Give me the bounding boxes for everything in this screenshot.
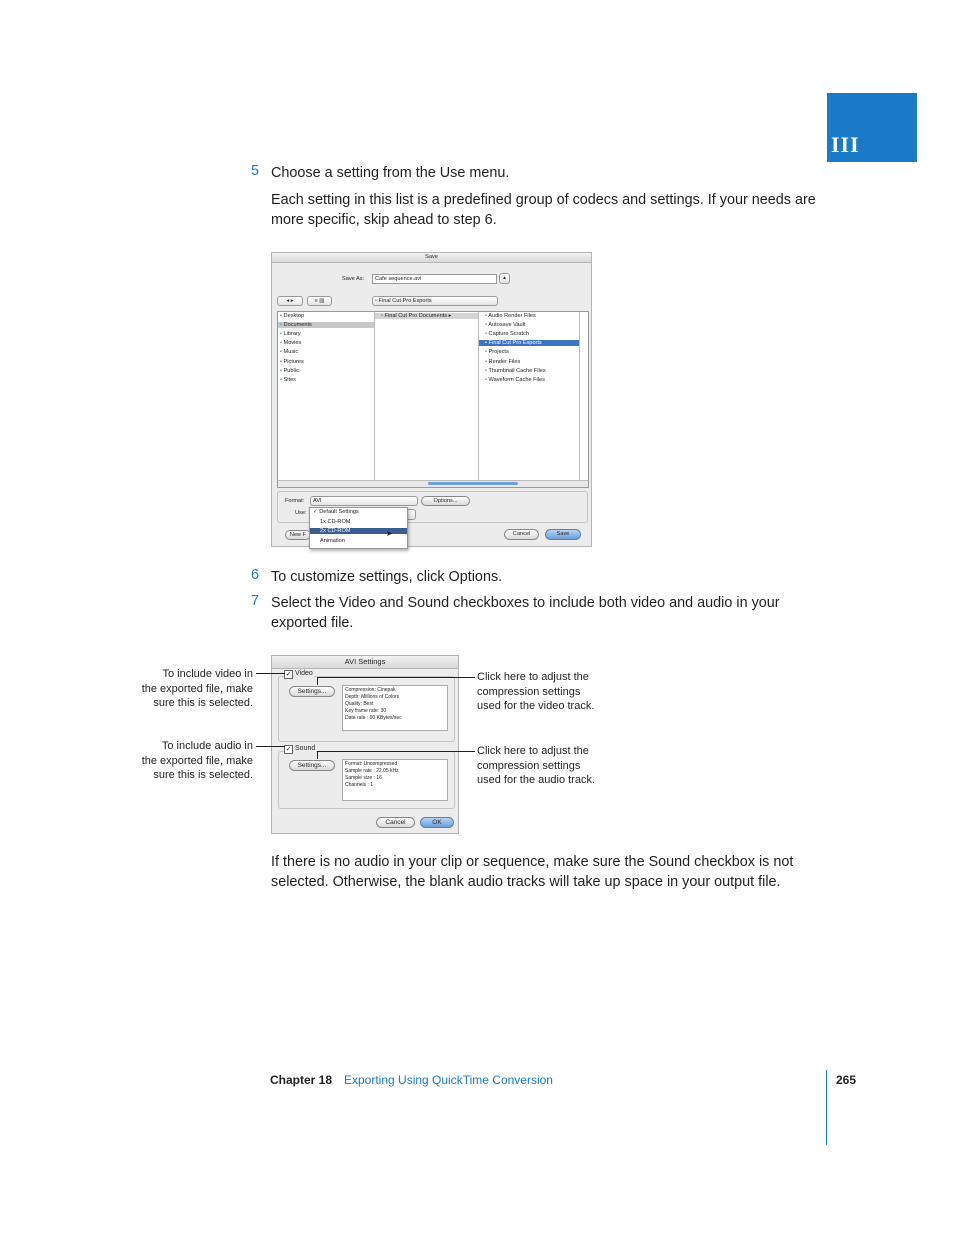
browser-item-c3-5[interactable]: ▪ Render Files <box>485 359 521 365</box>
new-folder-button[interactable]: New F <box>285 530 311 540</box>
sound-settings-button[interactable]: Settings... <box>289 760 335 771</box>
back-forward-buttons[interactable]: ◂ ▸ <box>277 296 303 306</box>
browser-item-c3-0[interactable]: ▪ Audio Render Files <box>485 313 536 319</box>
browser-column-1 <box>278 312 375 480</box>
part-tab <box>827 93 917 162</box>
video-info-line: Quality: Best <box>345 701 374 707</box>
sound-info-line: Channels : 1 <box>345 782 374 788</box>
location-popup[interactable] <box>372 296 498 306</box>
sound-info-line: Format: Uncompressed <box>345 761 398 767</box>
sound-info-line: Sample rate : 22.05 kHz <box>345 768 399 774</box>
callout-audio-left <box>120 739 253 783</box>
scroll-thumb[interactable] <box>428 482 518 485</box>
folder-icon: ▪ <box>485 368 487 374</box>
footer-chapter-title[interactable]: Exporting Using QuickTime Conversion <box>344 1073 553 1087</box>
folder-icon: ▪ <box>485 331 487 337</box>
callout-line-text: the exported file, make <box>141 754 253 767</box>
browser-item-7[interactable]: ▪ Sites <box>280 377 296 383</box>
video-info-line: Depth: Millions of Colors <box>345 694 400 700</box>
browser-item-1[interactable]: ▪ Documents <box>278 322 374 328</box>
step-7-text: Select the Video and Sound checkboxes to include both video and audio in your exported file. <box>271 595 780 631</box>
location-value: Final Cut Pro Exports <box>378 298 432 304</box>
format-label: Format: <box>285 498 305 504</box>
browser-item-fcp-documents[interactable]: ▪ Final Cut Pro Documents ▸ <box>375 313 478 319</box>
avi-dialog-title: AVI Settings <box>272 656 458 669</box>
folder-icon: ▪ <box>280 349 282 355</box>
folder-icon: ▪ <box>280 313 282 319</box>
browser-item-4[interactable]: ▪ Music <box>280 349 299 355</box>
folder-icon: ▪ <box>485 349 487 355</box>
page-number: 265 <box>836 1073 857 1087</box>
cursor-icon: ➤ <box>386 529 393 538</box>
video-checkbox[interactable]: ✓ <box>285 671 292 678</box>
sound-checkbox[interactable]: ✓ <box>285 746 292 753</box>
sound-info-box <box>342 759 448 801</box>
options-button[interactable]: Options... <box>421 496 470 506</box>
callout-audio-right <box>477 744 617 788</box>
callout-tick-sound-settings <box>317 751 318 759</box>
format-popup[interactable]: AVI <box>310 496 418 506</box>
callout-video-right <box>477 670 617 714</box>
checkmark-icon: ✓ <box>313 509 318 515</box>
sound-label: Sound <box>295 745 316 752</box>
folder-icon: ▪ <box>381 313 383 319</box>
use-menu-item-1x[interactable]: 1x CD-ROM <box>320 519 351 525</box>
callout-line-sound-settings <box>317 751 475 752</box>
use-menu-item-default[interactable]: ✓ Default Settings <box>313 509 359 515</box>
video-info-line: Key frame rate: 30 <box>345 708 387 714</box>
browser-item-c3-2[interactable]: ▪ Capture Scratch <box>485 331 529 337</box>
browser-item-c3-6[interactable]: ▪ Thumbnail Cache Files <box>485 368 546 374</box>
avi-settings-dialog <box>271 655 459 834</box>
callout-line-sound-checkbox <box>256 746 285 747</box>
horizontal-scrollbar[interactable] <box>278 480 588 487</box>
save-as-label: Save As: <box>342 276 365 282</box>
browser-item-c3-1[interactable]: ▪ Autosave Vault <box>485 322 526 328</box>
folder-icon: ▪ <box>485 322 487 328</box>
file-browser <box>277 311 589 488</box>
save-button[interactable]: Save <box>545 529 581 540</box>
folder-icon: ▪ <box>280 331 282 337</box>
folder-icon: ▪ <box>375 298 377 304</box>
avi-ok-button[interactable]: OK <box>420 817 454 828</box>
use-menu <box>309 507 408 549</box>
callout-line-text: To include audio in <box>161 740 253 752</box>
avi-cancel-button[interactable]: Cancel <box>376 817 415 828</box>
part-tab-label: III <box>831 132 860 157</box>
folder-icon: ▪ <box>280 340 282 346</box>
step-6-text: To customize settings, click Options. <box>271 569 503 585</box>
expand-button[interactable]: ▴ <box>499 273 510 284</box>
callout-line-text: To include video in <box>162 668 253 680</box>
browser-item-2[interactable]: ▪ Library <box>280 331 301 337</box>
folder-icon: ▪ <box>485 377 487 383</box>
browser-item-c3-7[interactable]: ▪ Waveform Cache Files <box>485 377 545 383</box>
view-toggle[interactable]: ≡ ▥ <box>307 296 332 306</box>
callout-line-text: sure this is selected. <box>153 769 253 782</box>
browser-item-c3-3[interactable]: ▪ Final Cut Pro Exports <box>479 340 579 346</box>
callout-line-text: Click here to adjust the <box>477 745 589 757</box>
browser-item-6[interactable]: ▪ Public <box>280 368 299 374</box>
callout-line-text: compression settings <box>477 759 581 772</box>
callout-video-left <box>120 667 253 711</box>
step-5-paragraph: Each setting in this list is a predefined group of codecs and settings. If your needs are more specific, skip ahead to step 6. <box>271 192 816 228</box>
folder-icon: ▪ <box>280 359 282 365</box>
footer-chapter: Chapter 18 <box>270 1073 333 1087</box>
step-6-number: 6 <box>251 567 260 583</box>
callout-line-text: compression settings <box>477 685 581 698</box>
callout-line-text: Click here to adjust the <box>477 671 589 683</box>
browser-column-2 <box>375 312 479 480</box>
save-cancel-button[interactable]: Cancel <box>504 529 539 540</box>
callout-line-text: used for the audio track. <box>477 774 596 787</box>
step-7-number: 7 <box>251 593 260 609</box>
video-info-line: Compression: Cinepak <box>345 687 396 693</box>
folder-icon: ▪ <box>485 340 487 346</box>
folder-icon: ▪ <box>485 359 487 365</box>
closing-paragraph: If there is no audio in your clip or sequence, make sure the Sound checkbox is not selected. Otherwise, the blank audio tracks will take up space in your output file. <box>271 854 794 890</box>
video-info-line: Data rate : 90 KBytes/sec <box>345 715 402 721</box>
save-dialog-title: Save <box>272 253 591 263</box>
folder-icon: ▪ <box>280 322 282 328</box>
browser-item-c3-4[interactable]: ▪ Projects <box>485 349 509 355</box>
folder-icon: ▪ <box>280 368 282 374</box>
save-dialog <box>271 252 592 547</box>
save-as-field[interactable]: Cafe sequence.avi <box>372 274 497 284</box>
step-5-text: Choose a setting from the Use menu. <box>271 165 510 181</box>
browser-column-3 <box>479 312 580 480</box>
browser-item-3[interactable]: ▪ Movies <box>280 340 302 346</box>
callout-line-video-checkbox <box>256 673 285 674</box>
video-label: Video <box>295 670 313 677</box>
callout-tick-video-settings <box>317 677 318 685</box>
use-label: Use: <box>295 510 307 516</box>
video-info-box <box>342 685 448 731</box>
step-5-number: 5 <box>251 163 260 179</box>
browser-item-5[interactable]: ▪ Pictures <box>280 359 304 365</box>
use-menu-item-2x[interactable]: 2x CD-ROM <box>310 528 407 534</box>
callout-line-video-settings <box>317 677 475 678</box>
folder-icon: ▪ <box>485 313 487 319</box>
folder-icon: ▪ <box>280 377 282 383</box>
callout-line-text: sure this is selected. <box>153 697 253 710</box>
footer-rule <box>826 1070 827 1145</box>
sound-info-line: Sample size : 16 <box>345 775 382 781</box>
callout-line-text: the exported file, make <box>141 682 253 695</box>
video-settings-button[interactable]: Settings... <box>289 686 335 697</box>
browser-item-0[interactable]: ▪ Desktop <box>280 313 305 319</box>
use-menu-item-animation[interactable]: Animation <box>320 538 345 544</box>
callout-line-text: used for the video track. <box>477 700 595 713</box>
